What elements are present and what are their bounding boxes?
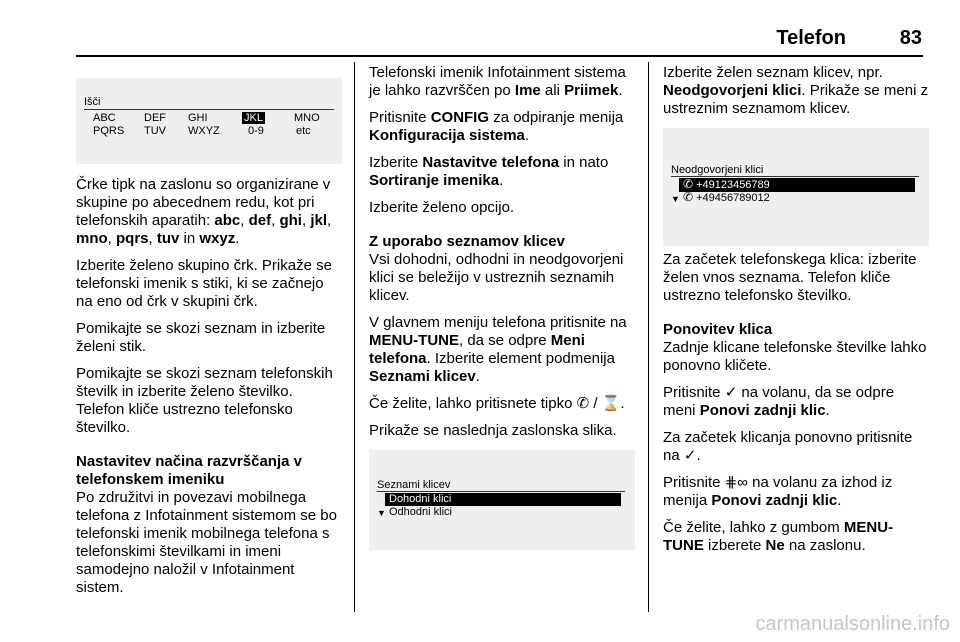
unanswered-calls-screen-image xyxy=(663,128,929,246)
paragraph: Če želite, lahko z gumbom MENU-TUNE izberete Ne na zaslonu. xyxy=(663,519,894,554)
section-heading: Ponovitev klica xyxy=(663,321,773,338)
column-1 xyxy=(76,176,342,606)
unanswered-item-selected: ✆ +49123456789 xyxy=(679,178,915,192)
mute-end-call-icon: ⋕∞ xyxy=(724,474,748,491)
column-divider-right xyxy=(648,62,649,612)
paragraph: Za začetek klicanja ponovno pritisnite na ✓. xyxy=(663,429,913,464)
paragraph: Pritisnite CONFIG za odpiranje menija Konfiguracija sistema. xyxy=(369,109,624,144)
header-rule xyxy=(76,55,923,57)
paragraph: Izberite Nastavitve telefona in nato Sortiranje imenika. xyxy=(369,154,609,189)
call-lists-screen-image xyxy=(369,450,635,550)
paragraph: Izberite želen seznam klicev, npr. Neodgovorjeni klici. Prikaže se meni z ustreznim seznamom klicev. xyxy=(663,64,929,117)
paragraph: Če želite, lahko pritisnete tipko ✆ / ⌛. xyxy=(369,395,625,412)
paragraph: Pritisnite ⋕∞ na volanu za izhod iz menija Ponovi zadnji klic. xyxy=(663,474,893,509)
key-def: DEF xyxy=(144,112,166,124)
phone-icon: ✆ xyxy=(576,395,590,412)
search-screen-image xyxy=(76,78,342,164)
watermark: carmanualsonline.info xyxy=(755,613,950,635)
paragraph: Po združitvi in povezavi mobilnega telefona z Infotainment sistemom se bo telefonski imenik mobilnega telefona s telefonskimi številkami in imeni samodejno naložil v Infotainment sistem. xyxy=(76,489,337,596)
key-etc: etc xyxy=(296,125,311,137)
column-divider-left xyxy=(354,62,355,612)
steering-call-icon: ✓ xyxy=(683,447,697,464)
paragraph: V glavnem meniju telefona pritisnite na MENU-TUNE, da se odpre Meni telefona. Izberite element podmenija Seznami klicev. xyxy=(369,314,627,385)
paragraph: Pritisnite ✓ na volanu, da se odpre meni Ponovi zadnji klic. xyxy=(663,384,895,419)
hang-up-icon: ⌛ xyxy=(601,395,621,412)
paragraph: Izberite želeno skupino črk. Prikaže se telefonski imenik s stiki, ki se začnejo na eno od črk v skupini črk. xyxy=(76,257,332,310)
key-tuv: TUV xyxy=(144,125,166,137)
key-wxyz: WXYZ xyxy=(188,125,220,137)
key-jkl-selected: JKL xyxy=(244,112,263,124)
paragraph: Zadnje klicane telefonske številke lahko ponovno kličete. xyxy=(663,339,927,374)
column-3 xyxy=(663,64,929,127)
page-title: Telefon xyxy=(776,27,846,49)
section-heading: Z uporabo seznamov klicev xyxy=(369,233,565,250)
paragraph: Pomikajte se skozi seznam in izberite želeni stik. xyxy=(76,320,326,355)
call-lists-screen-rule xyxy=(377,491,625,492)
column-3-continued xyxy=(663,251,929,564)
key-0-9: 0-9 xyxy=(248,125,264,137)
unanswered-screen-title: Neodgovorjeni klici xyxy=(671,164,764,176)
section-heading: Nastavitev načina razvrščanja v telefonskem imeniku xyxy=(76,453,302,488)
column-2 xyxy=(369,64,635,449)
page-number: 83 xyxy=(899,27,922,49)
paragraph: Izberite želeno opcijo. xyxy=(369,199,515,216)
key-abc: ABC xyxy=(93,112,116,124)
missed-call-icon: ✆ xyxy=(683,190,694,204)
search-screen-rule xyxy=(84,109,334,110)
page-header xyxy=(0,0,960,58)
key-ghi: GHI xyxy=(188,112,208,124)
steering-call-icon: ✓ xyxy=(724,384,738,401)
paragraph: Prikaže se naslednja zaslonska slika. xyxy=(369,422,617,439)
scroll-down-arrow-icon: ▼ xyxy=(377,508,386,518)
unanswered-screen-rule xyxy=(671,176,919,177)
key-mno: MNO xyxy=(294,112,320,124)
call-list-item: Odhodni klici xyxy=(389,506,452,518)
call-list-item-selected: Dohodni klici xyxy=(385,493,621,506)
paragraph: Pomikajte se skozi seznam telefonskih številk in izberite želeno številko. Telefon kliče ustrezno telefonsko številko. xyxy=(76,365,333,436)
search-screen-title: Išči xyxy=(84,96,101,108)
paragraph: Črke tipk na zaslonu so organizirane v skupine po abecednem redu, kot pri telefonskih aparatih: abc, def, ghi, jkl, mno, pqrs, tuv in wxyz. xyxy=(76,176,332,247)
missed-call-icon: ✆ xyxy=(683,177,694,191)
call-lists-screen-title: Seznami klicev xyxy=(377,479,451,491)
key-pqrs: PQRS xyxy=(93,125,125,137)
scroll-down-arrow-icon: ▼ xyxy=(671,194,680,204)
paragraph: Vsi dohodni, odhodni in neodgovorjeni klici se beležijo v ustreznih seznamih klicev. xyxy=(369,251,624,304)
unanswered-item: ✆ +49456789012 xyxy=(683,190,770,204)
paragraph: Za začetek telefonskega klica: izberite želen vnos seznama. Telefon kliče ustrezno telefonsko številko. xyxy=(663,251,917,304)
paragraph: Telefonski imenik Infotainment sistema je lahko razvrščen po Ime ali Priimek. xyxy=(369,64,626,99)
